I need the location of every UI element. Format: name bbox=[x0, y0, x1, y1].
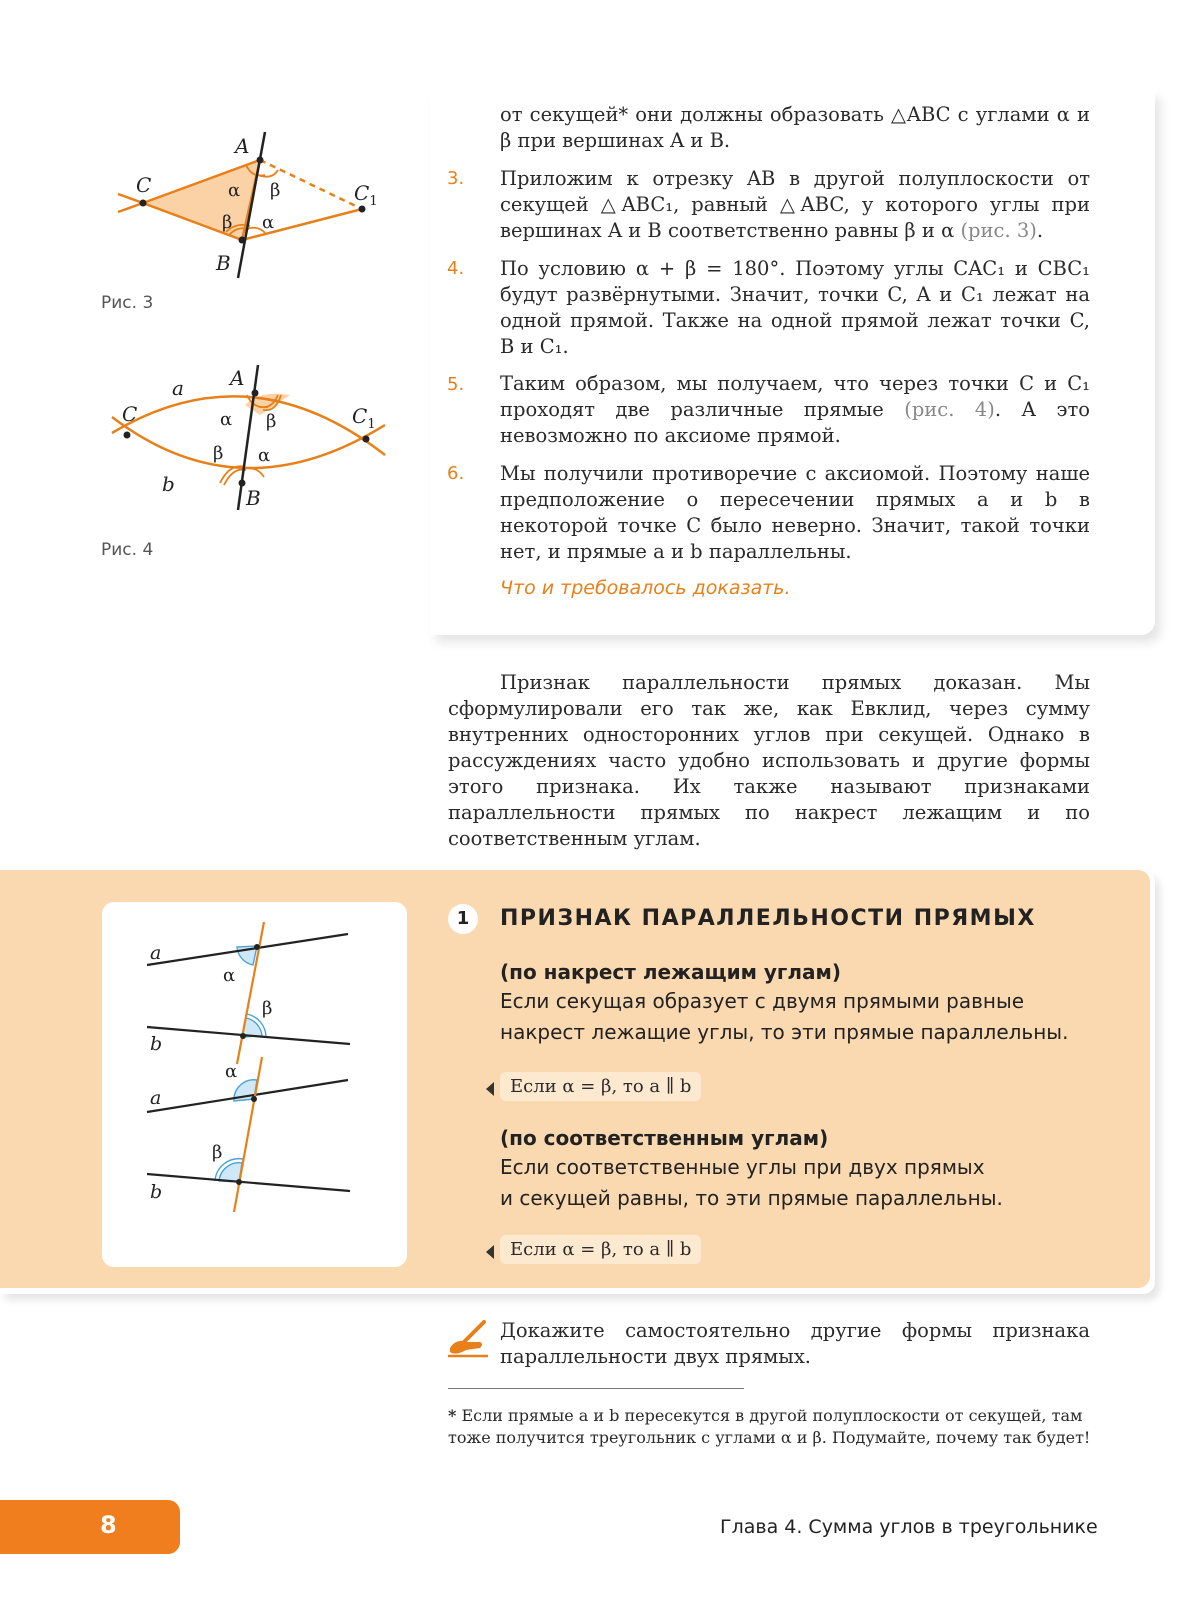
rule-part1-text: Если секущая образует с двумя прямыми равные накрест лежащие углы, то эти прямые параллельны. bbox=[500, 989, 1069, 1044]
label-line-a: a bbox=[172, 376, 184, 400]
footnote-divider bbox=[448, 1388, 744, 1389]
label-line-b: b bbox=[162, 472, 175, 496]
proof-intro bbox=[500, 102, 1090, 154]
point-c-4 bbox=[124, 432, 131, 439]
label-alpha-a-4: α bbox=[220, 409, 233, 430]
pencil-hand-icon bbox=[446, 1318, 490, 1358]
label-alpha-b-4: α bbox=[258, 445, 271, 466]
figure-ref-4: (рис. 4) bbox=[904, 398, 995, 421]
label-alpha-upper: α bbox=[223, 965, 236, 986]
proof-intro-text: от секущей* они должны образовать △ABC с углами α и β при вершинах A и B. bbox=[500, 103, 1090, 152]
figure-4-caption: Рис. 4 bbox=[101, 540, 154, 560]
chapter-title: Глава 4. Сумма углов в треугольнике bbox=[720, 1516, 1098, 1538]
point-b bbox=[239, 237, 246, 244]
label-beta-b: β bbox=[222, 212, 233, 233]
label-b-upper: b bbox=[150, 1033, 163, 1055]
label-beta-a-4: β bbox=[266, 411, 277, 432]
label-a: A bbox=[235, 134, 250, 158]
label-alpha-b: α bbox=[262, 212, 275, 233]
point-b-4 bbox=[239, 480, 246, 487]
point-c bbox=[140, 200, 147, 207]
label-c1: $C_1$ bbox=[354, 181, 378, 209]
step-number-4: 4. bbox=[447, 258, 465, 279]
figure-ref-3: (рис. 3) bbox=[960, 219, 1037, 242]
line-b-lower bbox=[147, 1174, 350, 1191]
formula-arrow-1 bbox=[486, 1082, 494, 1096]
step-text-3: Приложим к отрезку AB в другой полуплоскости от секущей △ABC₁, равный △ABC, у которого углы при вершинах A и B соответственно равны β и α (рис. 3). bbox=[500, 167, 1090, 242]
segment-bc1 bbox=[242, 209, 362, 240]
angle-arc-a2 bbox=[258, 170, 278, 177]
qed-text: Что и требовалось доказать. bbox=[500, 577, 791, 599]
rule-part1-formula: Если α = β, то a ∥ b bbox=[500, 1072, 701, 1101]
step-number-6: 6. bbox=[447, 463, 465, 484]
rule-part1-subtitle: (по накрест лежащим углам) bbox=[500, 960, 842, 984]
label-c1-4: $C_1$ bbox=[352, 404, 376, 432]
label-beta-b-4: β bbox=[213, 443, 224, 464]
rule-part2-subtitle: (по соответственным углам) bbox=[500, 1126, 829, 1150]
point-a-4 bbox=[252, 390, 259, 397]
secant-upper bbox=[237, 922, 264, 1064]
label-beta-upper: β bbox=[262, 998, 273, 1019]
rule-diagram bbox=[102, 902, 407, 1267]
point-c1 bbox=[359, 206, 366, 213]
step-text-5: Таким образом, мы получаем, что через точки C и C₁ проходят две различные прямые (рис. 4). А это невозможно по аксиоме прямой. bbox=[500, 372, 1091, 447]
point-lower-b bbox=[236, 1179, 242, 1185]
task-text: Докажите самостоятельно другие формы признака параллельности двух прямых. bbox=[500, 1319, 1090, 1368]
point-a bbox=[257, 157, 264, 164]
rule-part2-formula: Если α = β, то a ∥ b bbox=[500, 1235, 701, 1264]
figure-4 bbox=[100, 355, 400, 515]
footnote: * Если прямые a и b пересекутся в другой полуплоскости от секущей, там тоже получится треугольник с углами α и β. Подумайте, почему так будет! bbox=[448, 1406, 1091, 1447]
label-c-4: C bbox=[122, 402, 138, 426]
step-text-4: По условию α + β = 180°. Поэтому углы CAC₁ и CBC₁ будут развёрнутыми. Значит, точки C, A и C₁ лежат на одной прямой. Также на одной прямой лежат точки C, B и C₁. bbox=[500, 257, 1090, 358]
rule-part2-text: Если соответственные углы при двух прямых и секущей равны, то эти прямые параллельны. bbox=[500, 1155, 1003, 1210]
point-lower-a bbox=[251, 1096, 257, 1102]
label-a-lower: a bbox=[150, 1087, 162, 1109]
rule-title: ПРИЗНАК ПАРАЛЛЕЛЬНОСТИ ПРЯМЫХ bbox=[500, 906, 1036, 931]
label-a-4: A bbox=[230, 366, 245, 390]
rule-number-badge: 1 bbox=[448, 904, 478, 934]
label-c: C bbox=[136, 173, 152, 197]
step-number-3: 3. bbox=[447, 168, 465, 189]
label-b-lower: b bbox=[150, 1181, 163, 1203]
label-beta-lower: β bbox=[212, 1142, 223, 1163]
main-paragraph: Признак параллельности прямых доказан. Мы сформулировали его так же, как Евклид, через сумму внутренних односторонних углов при секущей. Однако в рассуждениях часто удобно использовать и другие формы этого признака. Их также называют признаками параллельности прямых по накрест лежащим и по соответственным углам. bbox=[448, 671, 1090, 850]
page-number-tab bbox=[0, 1500, 180, 1554]
point-c1-4 bbox=[363, 436, 370, 443]
label-beta-a: β bbox=[270, 180, 281, 201]
line-ac-ext bbox=[118, 203, 143, 212]
figure-3 bbox=[100, 120, 400, 290]
page-number: 8 bbox=[100, 1511, 117, 1539]
label-a-upper: a bbox=[150, 942, 162, 964]
label-alpha-a: α bbox=[228, 180, 241, 201]
formula-arrow-2 bbox=[486, 1245, 494, 1259]
step-number-5: 5. bbox=[447, 374, 465, 395]
figure-3-caption: Рис. 3 bbox=[101, 293, 154, 313]
point-upper-b bbox=[240, 1033, 246, 1039]
label-alpha-lower: α bbox=[225, 1061, 238, 1082]
step-text-6: Мы получили противоречие с аксиомой. Поэтому наше предположение о пересечении прямых a и b в некоторой точке C было неверно. Значит, такой точки нет, и прямые a и b параллельны. bbox=[500, 462, 1090, 563]
label-b-4: B bbox=[246, 486, 261, 510]
label-b: B bbox=[216, 251, 231, 275]
point-upper-a bbox=[254, 944, 260, 950]
